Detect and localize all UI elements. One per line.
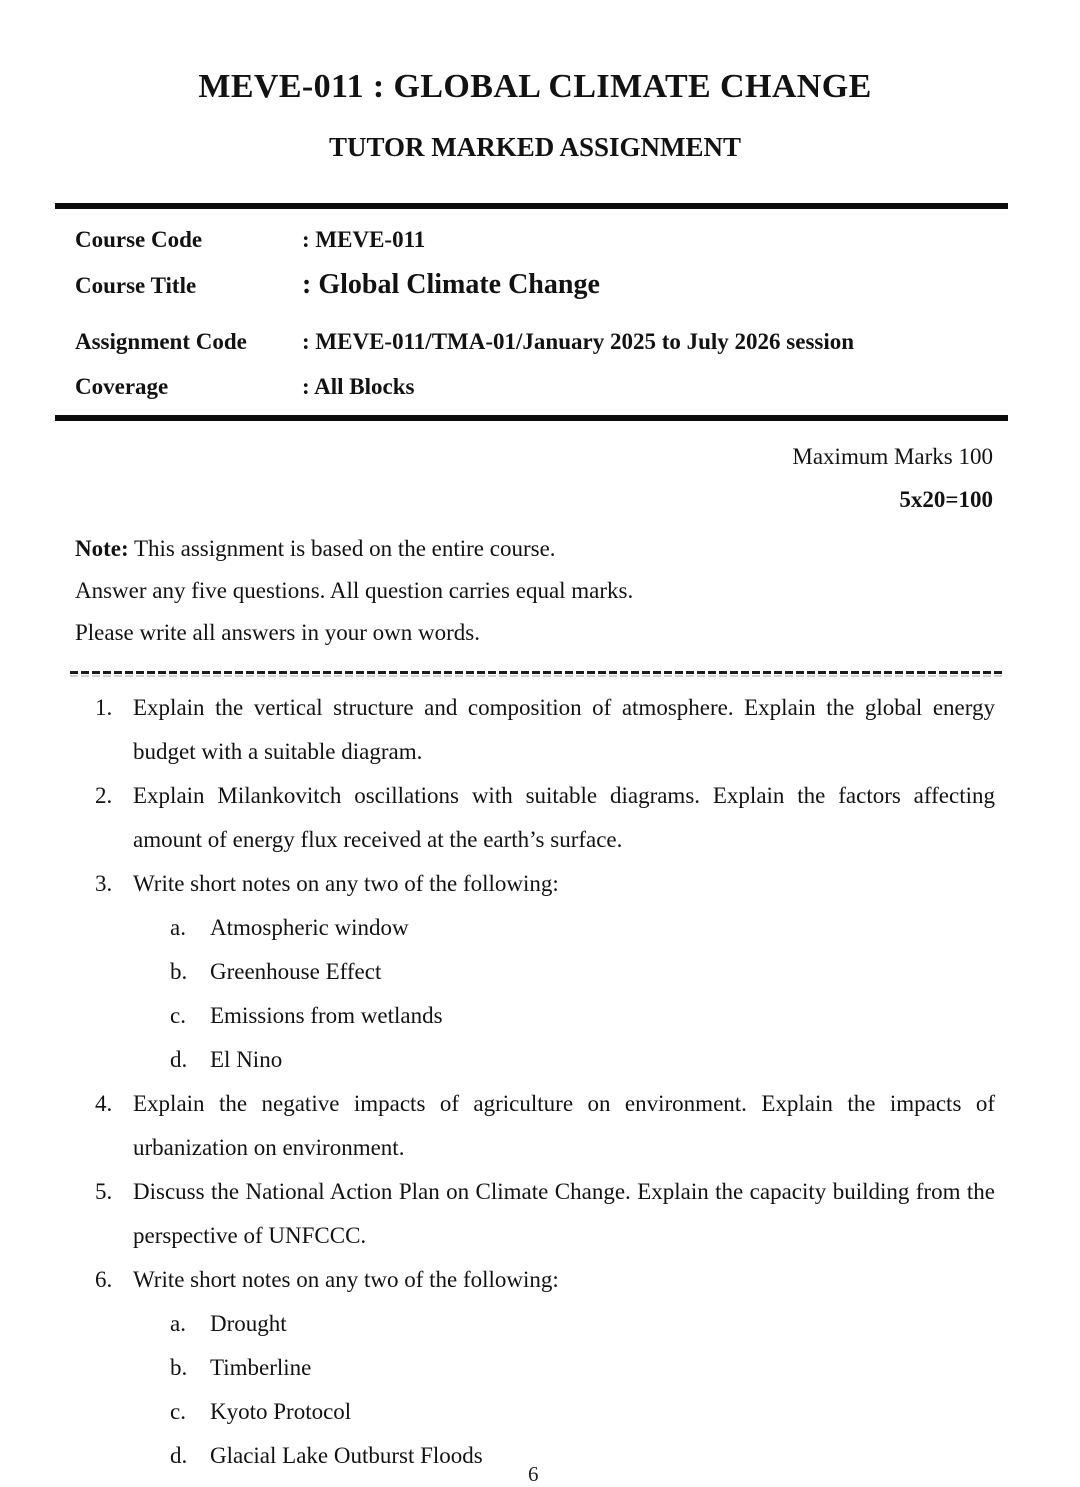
subitem-3b — [75, 950, 995, 994]
subitem-text: El Nino — [210, 1047, 283, 1072]
question-number: 3. — [95, 871, 113, 896]
question-number: 6. — [95, 1267, 113, 1292]
subitem-letter: c. — [170, 1399, 186, 1424]
note-label: Note: — [75, 536, 129, 561]
note-text: This assignment is based on the entire course. — [128, 536, 556, 561]
subitem-3a — [75, 906, 995, 950]
question-number: 2. — [95, 783, 113, 808]
question-text: Explain the negative impacts of agriculture on environment. Explain the impacts of urbanization on environment. — [133, 1091, 995, 1160]
course-code-value: : MEVE-011 — [302, 227, 426, 252]
marks-section — [75, 435, 995, 521]
notes-section — [75, 528, 995, 654]
subitem-letter: b. — [170, 959, 188, 984]
subitem-6b — [75, 1346, 995, 1390]
subitem-text: Emissions from wetlands — [210, 1003, 443, 1028]
subitem-3d — [75, 1038, 995, 1082]
subitem-text: Timberline — [210, 1355, 312, 1380]
note-line — [75, 528, 995, 570]
note-line: Answer any five questions. All question carries equal marks. — [75, 578, 634, 603]
table-row — [55, 262, 1008, 308]
subitem-letter: d. — [170, 1443, 188, 1468]
table-row — [55, 319, 1008, 364]
page-number: 6 — [528, 1462, 539, 1486]
subitem-letter: b. — [170, 1355, 188, 1380]
question-number: 1. — [95, 695, 113, 720]
dashed-line — [70, 671, 1005, 674]
table-row — [55, 217, 1008, 262]
assignment-code-label: Assignment Code — [75, 329, 247, 354]
question-text: Explain Milankovitch oscillations with suitable diagrams. Explain the factors affecting amount of energy flux received at the earth’s surface. — [133, 783, 995, 852]
coverage-label: Coverage — [75, 374, 169, 399]
question-number: 5. — [95, 1179, 113, 1204]
question-item-6 — [75, 1258, 995, 1302]
subitem-text: Glacial Lake Outburst Floods — [210, 1443, 483, 1468]
question-item-5 — [75, 1170, 995, 1258]
table-row — [55, 364, 1008, 409]
dashed-line-echo — [70, 675, 1005, 677]
marks-scheme-text: 5x20=100 — [899, 487, 993, 512]
subitem-6a — [75, 1302, 995, 1346]
subitem-letter: d. — [170, 1047, 188, 1072]
course-title-label: Course Title — [75, 273, 197, 298]
subitem-letter: c. — [170, 1003, 186, 1028]
subitem-text: Drought — [210, 1311, 287, 1336]
page-title: MEVE-011 : GLOBAL CLIMATE CHANGE — [198, 68, 872, 105]
question-item-4 — [75, 1082, 995, 1170]
question-text: Write short notes on any two of the following: — [133, 871, 559, 896]
question-number: 4. — [95, 1091, 113, 1116]
question-text: Discuss the National Action Plan on Climate Change. Explain the capacity building from the perspective of UNFCCC. — [133, 1179, 995, 1248]
subitem-text: Greenhouse Effect — [210, 959, 382, 984]
question-item-2 — [75, 774, 995, 862]
maximum-marks-text: Maximum Marks 100 — [792, 444, 993, 469]
question-text: Explain the vertical structure and composition of atmosphere. Explain the global energy budget with a suitable diagram. — [133, 695, 995, 764]
questions-list — [75, 686, 995, 1478]
subitem-3c — [75, 994, 995, 1038]
page-subtitle: TUTOR MARKED ASSIGNMENT — [328, 132, 742, 162]
note-line: Please write all answers in your own words. — [75, 620, 480, 645]
course-title-value: : Global Climate Change — [302, 269, 600, 300]
question-item-1 — [75, 686, 995, 774]
course-info-table — [55, 203, 1008, 421]
dashed-divider — [70, 671, 1005, 677]
course-code-label: Course Code — [75, 227, 203, 252]
coverage-value: : All Blocks — [302, 374, 415, 399]
subitem-letter: a. — [170, 915, 186, 940]
subitem-letter: a. — [170, 1311, 186, 1336]
question-text: Write short notes on any two of the following: — [133, 1267, 559, 1292]
assignment-code-value: : MEVE-011/TMA-01/January 2025 to July 2026 session — [302, 329, 855, 354]
subitem-text: Atmospheric window — [210, 915, 409, 940]
subitem-text: Kyoto Protocol — [210, 1399, 352, 1424]
subitem-6c — [75, 1390, 995, 1434]
question-item-3 — [75, 862, 995, 906]
